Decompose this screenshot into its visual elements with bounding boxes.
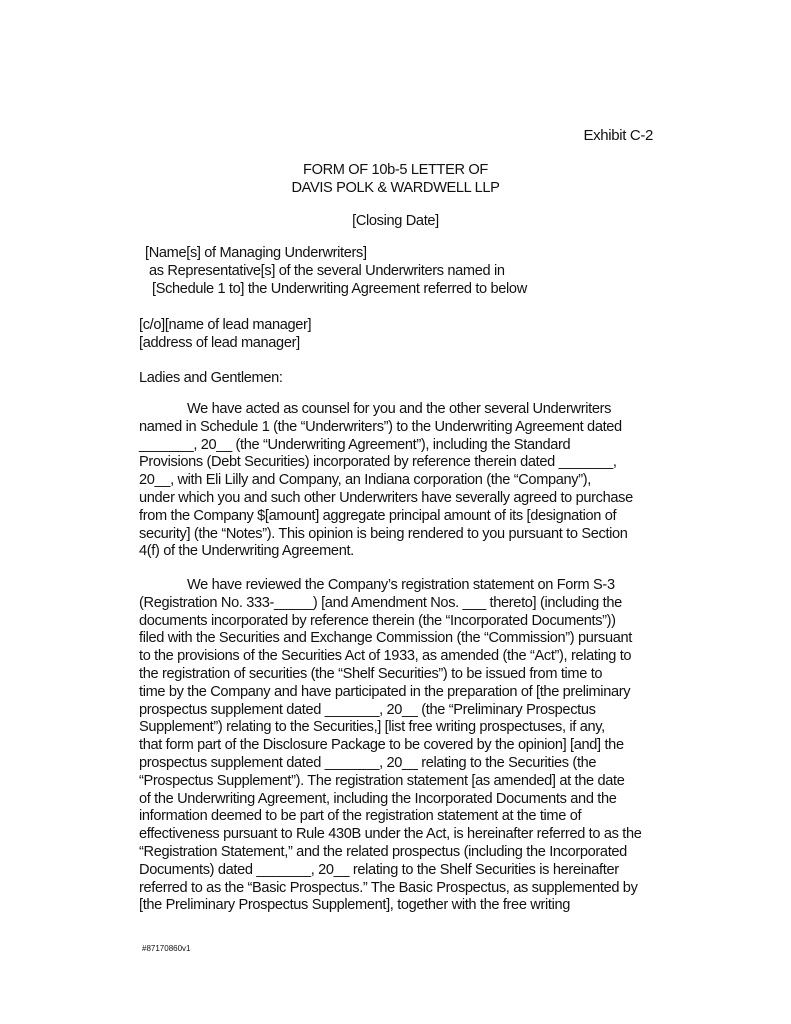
- paragraph-line: [the Preliminary Prospectus Supplement], together with the free writing: [139, 897, 571, 914]
- paragraph-line: (Registration No. 333-_____) [and Amendment Nos. ___ thereto] (including the: [139, 594, 622, 611]
- salutation: [139, 370, 654, 388]
- salutation-text: Ladies and Gentlemen:: [139, 370, 283, 386]
- addressee-line: as Representative[s] of the several Underwriters named in: [149, 262, 505, 279]
- paragraph-line: “Registration Statement,” and the related prospectus (including the Incorporated: [139, 843, 627, 860]
- care-of-line: [c/o][name of lead manager]: [139, 317, 312, 333]
- paragraph-line: Provisions (Debt Securities) incorporated by reference therein dated _______,: [139, 454, 617, 471]
- paragraph-line: We have reviewed the Company’s registration statement on Form S-3: [187, 577, 615, 593]
- paragraph-line: prospectus supplement dated _______, 20__ relating to the Securities (the: [139, 754, 597, 771]
- paragraph-line: time by the Company and have participated in the preparation of [the preliminary: [139, 683, 631, 700]
- document-id-footer: #87170860v1: [142, 944, 191, 953]
- paragraph-line: We have acted as counsel for you and the other several Underwriters: [187, 401, 612, 417]
- care-of-line: [address of lead manager]: [139, 334, 300, 351]
- addressee-line: [Schedule 1 to] the Underwriting Agreement referred to below: [152, 280, 527, 297]
- document-title-line-1: FORM OF 10b-5 LETTER OF: [303, 162, 488, 178]
- paragraph-line: filed with the Securities and Exchange Commission (the “Commission”) pursuant: [139, 630, 632, 647]
- addressee-line: [Name[s] of Managing Underwriters]: [145, 245, 367, 261]
- closing-date: [Closing Date]: [352, 213, 439, 229]
- paragraph-line: of the Underwriting Agreement, including the Incorporated Documents and the: [139, 790, 617, 807]
- paragraph-line: to the provisions of the Securities Act of 1933, as amended (the “Act”), relating to: [139, 648, 632, 665]
- paragraph-line: effectiveness pursuant to Rule 430B under the Act, is hereinafter referred to as the: [139, 826, 642, 843]
- paragraph-line: from the Company $[amount] aggregate principal amount of its [designation of: [139, 507, 617, 524]
- care-of-block: [139, 317, 654, 353]
- paragraph-line: 4(f) of the Underwriting Agreement.: [139, 543, 354, 560]
- paragraph-line: documents incorporated by reference therein (the “Incorporated Documents”)): [139, 612, 616, 629]
- paragraph-1: [139, 401, 654, 561]
- paragraph-line: _______, 20__ (the “Underwriting Agreement”), including the Standard: [139, 436, 571, 453]
- paragraph-line: referred to as the “Basic Prospectus.” The Basic Prospectus, as supplemented by: [139, 879, 638, 896]
- paragraph-line: Supplement”) relating to the Securities,] [list free writing prospectuses, if any,: [139, 719, 605, 736]
- paragraph-2: [139, 577, 654, 915]
- paragraph-line: 20__, with Eli Lilly and Company, an Indiana corporation (the “Company”),: [139, 472, 591, 489]
- paragraph-line: prospectus supplement dated _______, 20__ (the “Preliminary Prospectus: [139, 701, 596, 718]
- paragraph-line: under which you and such other Underwriters have severally agreed to purchase: [139, 489, 633, 506]
- paragraph-line: Documents) dated _______, 20__ relating to the Shelf Securities is hereinafter: [139, 861, 619, 878]
- exhibit-label: Exhibit C-2: [583, 127, 653, 144]
- paragraph-line: “Prospectus Supplement”). The registration statement [as amended] at the date: [139, 772, 625, 789]
- paragraph-line: security] (the “Notes”). This opinion is being rendered to you pursuant to Section: [139, 525, 628, 542]
- document-title-line-2: DAVIS POLK & WARDWELL LLP: [291, 180, 500, 196]
- paragraph-line: information deemed to be part of the registration statement at the time of: [139, 808, 582, 825]
- paragraph-line: the registration of securities (the “Shelf Securities”) to be issued from time to: [139, 665, 603, 682]
- paragraph-line: named in Schedule 1 (the “Underwriters”) to the Underwriting Agreement dated: [139, 418, 622, 435]
- paragraph-line: that form part of the Disclosure Package to be covered by the opinion] [and] the: [139, 737, 624, 754]
- addressee-block: [139, 245, 654, 298]
